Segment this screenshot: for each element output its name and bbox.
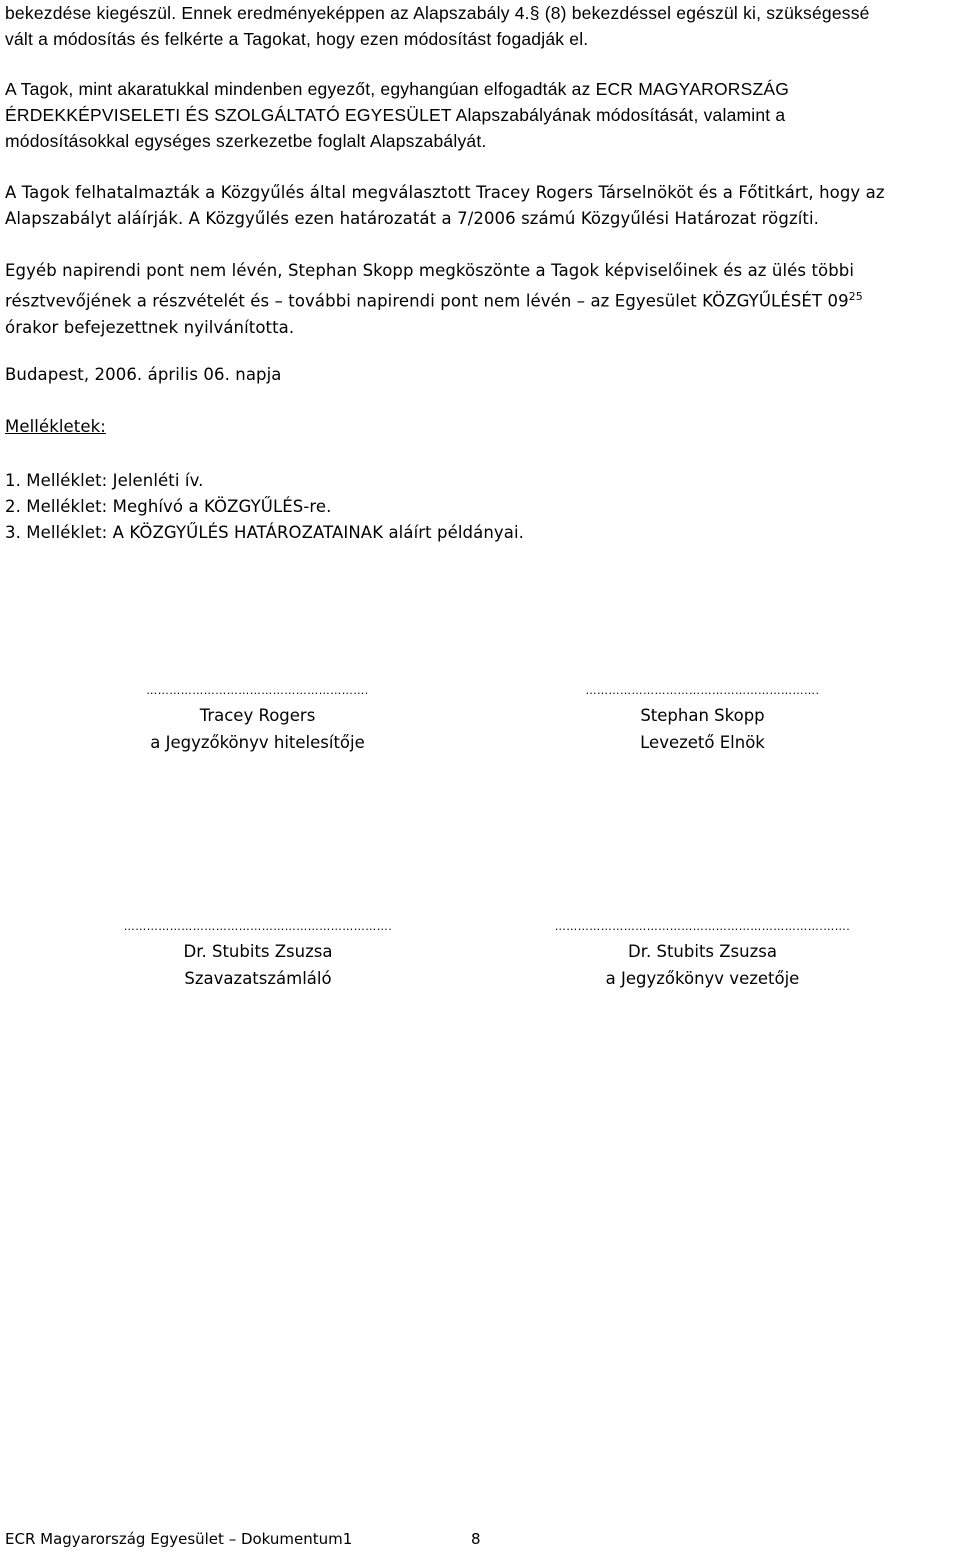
paragraph-acceptance bbox=[5, 76, 953, 154]
attachments-list bbox=[5, 468, 953, 546]
signature-line: ……………………………………………………. bbox=[585, 684, 820, 697]
paragraph-line bbox=[5, 284, 953, 315]
footer-text: ECR Magyarország Egyesület – Dokumentum1 bbox=[5, 1530, 353, 1548]
place-date bbox=[5, 362, 953, 388]
signatory-name: Dr. Stubits Zsuzsa bbox=[183, 942, 333, 961]
paragraph-line: bekezdése kiegészül. Ennek eredményeképpen az Alapszabály 4.§ (8) bekezdéssel egészül ki, szükségessé bbox=[5, 3, 870, 23]
signature-line: …………………………………………………………….……. bbox=[554, 920, 851, 933]
signature-block-stephan-skopp bbox=[505, 684, 900, 756]
attachments-heading bbox=[5, 414, 953, 440]
signature-line: …………………………………………………. bbox=[146, 684, 369, 697]
page-footer bbox=[5, 1530, 481, 1548]
signatory-role: a Jegyzőkönyv vezetője bbox=[605, 969, 800, 988]
paragraph-amendment-end bbox=[5, 0, 953, 52]
signatory-name: Stephan Skopp bbox=[640, 706, 765, 725]
paragraph-line: Alapszabályt aláírják. A Közgyűlés ezen határozatát a 7/2006 számú Közgyűlési Határozat rögzíti. bbox=[5, 209, 819, 228]
place-date-text: Budapest, 2006. április 06. napja bbox=[5, 365, 282, 384]
signatory-role: Levezető Elnök bbox=[640, 733, 765, 752]
signatory-name: Tracey Rogers bbox=[199, 706, 316, 725]
signature-block-tracey-rogers bbox=[60, 684, 455, 756]
list-item: 1. Melléklet: Jelenléti ív. bbox=[5, 471, 204, 490]
attachments-heading-text: Mellékletek: bbox=[5, 417, 106, 436]
paragraph-line bbox=[5, 76, 953, 102]
signatory-name: Dr. Stubits Zsuzsa bbox=[628, 942, 777, 961]
time-minutes-superscript: 25 bbox=[848, 290, 863, 303]
signature-block-minutes-keeper bbox=[505, 920, 900, 992]
signatory-role: a Jegyzőkönyv hitelesítője bbox=[150, 733, 365, 752]
paragraph-line: Egyéb napirendi pont nem lévén, Stephan Skopp megköszönte a Tagok képviselőinek és az ülés többi bbox=[5, 261, 855, 280]
paragraph-authorization bbox=[5, 180, 953, 232]
line-text: résztvevőjének a részvételét és – további napirendi pont nem lévén – az Egyesület KÖZGYŰLÉSÉT 09 bbox=[5, 291, 849, 311]
page-number: 8 bbox=[471, 1530, 481, 1548]
paragraph-line: A Tagok felhatalmazták a Közgyűlés által megválasztott Tracey Rogers Társelnököt és a Főtitkárt, hogy az bbox=[5, 183, 885, 202]
paragraph-line: órakor befejezettnek nyilvánította. bbox=[5, 317, 295, 337]
paragraph-line: módosításokkal egységes szerkezetbe foglalt Alapszabályát. bbox=[5, 131, 487, 151]
signatory-role: Szavazatszámláló bbox=[184, 969, 332, 988]
line-text: A Tagok, mint akaratukkal mindenben egyezőt, egyhangúan elfogadták az ECR MAGYARORSZÁG bbox=[5, 79, 790, 99]
signature-block-vote-counter bbox=[58, 920, 458, 992]
paragraph-closing bbox=[5, 258, 953, 341]
paragraph-line: vált a módosítás és felkérte a Tagokat, hogy ezen módosítást fogadják el. bbox=[5, 29, 589, 49]
signature-line: ……………………………………………………………. bbox=[123, 920, 393, 933]
list-item: 2. Melléklet: Meghívó a KÖZGYŰLÉS-re. bbox=[5, 497, 332, 516]
paragraph-line: ÉRDEKKÉPVISELETI ÉS SZOLGÁLTATÓ EGYESÜLET Alapszabályának módosítását, valamint a bbox=[5, 105, 786, 125]
list-item: 3. Melléklet: A KÖZGYŰLÉS HATÁROZATAINAK aláírt példányai. bbox=[5, 523, 525, 542]
